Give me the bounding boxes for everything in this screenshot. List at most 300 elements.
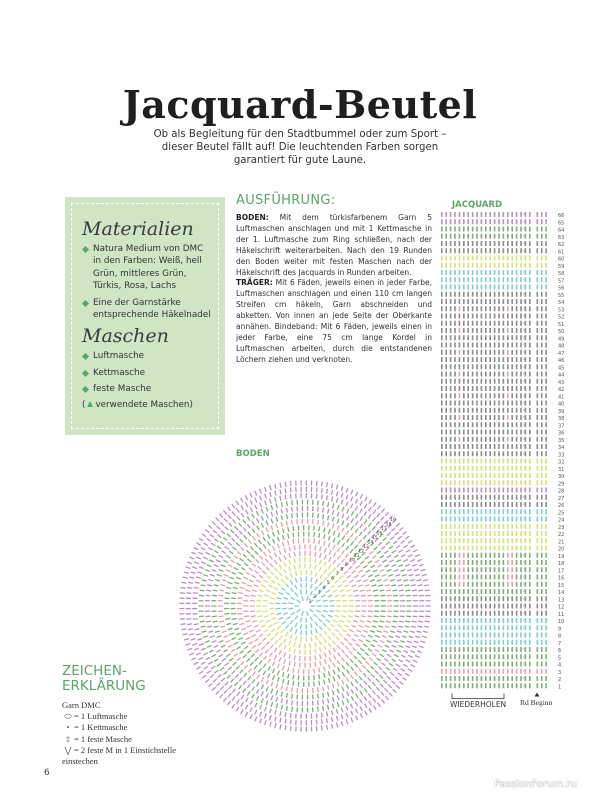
stitch-mark [459,430,461,435]
stitch-mark [520,538,522,543]
round-stitch [338,541,340,545]
stitch-mark [489,538,491,543]
stitch-mark [529,415,531,420]
stitch-mark [503,234,505,239]
stitch-mark [472,285,474,290]
stitch-mark [541,415,543,420]
stitch-mark [516,524,518,529]
stitch-mark [467,676,469,681]
row-number-label: 33 [558,452,565,459]
round-stitch [325,548,326,552]
round-stitch [253,590,257,591]
stitch-mark [450,531,452,536]
round-stitch [361,595,365,596]
row-number-label: 34 [558,445,565,451]
round-stitch [382,700,385,703]
stitch-mark [541,393,543,398]
round-stitch [209,684,212,687]
round-start-symbol: ⁰ [522,242,525,248]
stitch-mark [520,422,522,427]
stitch-mark [467,625,469,630]
stitch-mark [459,270,461,275]
stitch-mark [463,488,465,493]
stitch-mark [498,321,500,326]
round-stitch [365,520,367,523]
round-stitch [422,575,426,576]
stitch-mark [503,676,505,681]
stitch-mark [507,306,509,311]
stitch-mark [485,292,487,297]
stitch-mark [445,335,447,340]
round-stitch [351,504,353,508]
round-start-symbol: ⁰ [522,321,525,328]
round-stitch [231,679,234,682]
stitch-mark [520,502,522,507]
stitch-mark [498,640,500,645]
round-stitch [293,533,294,537]
stitch-mark [541,546,543,551]
round-stitch [258,643,261,646]
stitch-mark [481,219,483,224]
stitch-mark [489,596,491,601]
round-stitch [263,601,267,602]
stitch-mark [498,415,500,420]
stitch-mark [489,422,491,427]
stitch-mark [450,662,452,667]
stitch-mark [520,350,522,355]
stitch-mark [445,676,447,681]
stitch-mark [541,611,543,616]
round-stitch [271,703,272,707]
stitch-mark [489,357,491,362]
stitch-mark [503,459,505,464]
stitch-mark [529,633,531,638]
stitch-mark [529,495,531,500]
round-stitch [240,539,243,542]
stitch-mark [520,292,522,297]
round-stitch [337,689,338,693]
round-start-symbol: ⁰ [522,227,525,234]
stitch-mark [489,625,491,630]
round-stitch [381,517,384,520]
round-stitch [246,621,250,622]
row-number-label: 13 [558,597,565,604]
stitches-list [82,350,212,395]
round-stitch [281,523,282,527]
round-stitch [216,580,220,581]
stitch-mark [489,582,491,587]
stitch-mark [485,459,487,464]
stitch-mark [520,575,522,580]
stitch-mark [541,401,543,406]
stitch-mark [498,524,500,529]
stitch-mark [450,256,452,261]
stitch-mark [520,270,522,275]
stitch-mark [489,444,491,449]
boden-heading: BODEN [236,449,270,459]
round-start-symbol: ⁰ [522,249,525,256]
stitch-mark [529,219,531,224]
round-stitch [282,588,285,590]
stitch-mark [503,466,505,471]
round-stitch [382,636,386,637]
stitch-mark [485,625,487,630]
round-stitch [188,624,192,625]
stitch-mark [494,596,496,601]
round-stitch [259,621,263,622]
stitch-mark [441,560,443,565]
round-stitch [251,616,255,617]
round-stitch [425,621,429,622]
round-stitch [368,595,372,596]
round-stitch [255,710,257,714]
round-stitch [333,504,334,508]
stitch-mark [476,473,478,478]
stitch-mark [516,314,518,319]
round-stitch [369,709,371,712]
round-stitch [244,633,248,635]
round-stitch [279,558,281,562]
round-stitch [252,646,255,649]
stitch-mark [516,531,518,536]
round-stitch [408,541,411,543]
row-number-label: 64 [558,227,565,234]
stitch-mark [541,582,543,587]
stitch-mark [520,408,522,413]
stitch-mark [450,321,452,326]
round-stitch [360,509,362,512]
round-stitch [419,646,423,647]
stitch-mark [472,263,474,268]
round-stitch [355,537,357,540]
round-number-label: 14 [367,540,374,546]
stitch-mark [481,241,483,246]
round-stitch [375,671,378,674]
round-stitch [356,716,358,720]
round-start-symbol: ⁰ [522,372,525,379]
round-start-symbol: ⁰ [522,539,525,546]
round-stitch [221,542,224,544]
stitch-mark [467,582,469,587]
stitch-mark [463,633,465,638]
round-stitch [257,682,259,685]
stitch-mark [485,546,487,551]
stitch-mark [520,488,522,493]
stitch-mark [472,582,474,587]
stitch-mark [507,596,509,601]
round-stitch [385,551,388,553]
round-stitch [295,578,296,582]
round-stitch [383,650,386,652]
stitch-mark [463,212,465,217]
stitch-mark [503,575,505,580]
stitch-mark [472,401,474,406]
round-stitch [281,579,284,582]
round-stitch [314,533,315,537]
round-stitch [266,701,267,705]
stitch-mark [441,285,443,290]
stitch-mark [520,263,522,268]
stitch-mark [467,285,469,290]
stitch-mark [454,538,456,543]
round-stitch [282,608,286,609]
stitch-mark [445,212,447,217]
row-number-label: 63 [558,234,565,241]
stitch-mark [529,408,531,413]
stitch-mark [476,611,478,616]
stitch-mark [537,299,539,304]
stitch-mark [498,379,500,384]
round-stitch [376,679,379,682]
stitch-mark [529,314,531,319]
stitch-mark [489,604,491,609]
stitch-mark [494,676,496,681]
round-stitch [224,698,227,701]
round-start-symbol: ⁰ [522,213,525,219]
stitch-mark [545,372,547,377]
stitch-mark [516,538,518,543]
round-stitch [352,625,356,627]
stitch-mark [498,328,500,333]
instructions-text [236,213,432,366]
round-stitch [218,535,221,538]
round-stitch [311,624,312,628]
round-stitch [300,644,301,648]
round-stitch [392,565,396,567]
stitch-mark [516,669,518,674]
round-stitch [413,550,417,552]
row-number-label: 14 [558,590,565,596]
stitch-mark [445,401,447,406]
round-start-symbol: ⁰ [522,401,525,408]
round-stitch [230,551,233,553]
stitch-mark [476,444,478,449]
stitch-mark [476,502,478,507]
round-stitch [224,519,227,522]
stitch-mark [481,596,483,601]
round-stitch [371,666,374,669]
stitch-mark [498,618,500,623]
stitch-mark [507,480,509,485]
round-stitch [342,528,344,532]
round-stitch [379,542,382,545]
round-stitch [337,703,338,707]
stitch-mark [529,393,531,398]
stitch-mark [516,256,518,261]
round-stitch [233,624,237,625]
stitch-mark [511,596,513,601]
stitch-mark [476,451,478,456]
stitch-mark [454,633,456,638]
round-stitch [338,675,340,679]
round-stitch [335,595,339,596]
round-start-symbol: ⁰ [522,394,525,401]
stitch-mark [537,553,539,558]
round-stitch [251,547,254,550]
stitch-mark [489,299,491,304]
round-stitch [283,529,284,533]
round-stitch [235,628,239,629]
stitch-mark [472,444,474,449]
round-stitch [255,703,257,707]
round-stitch [384,631,388,632]
stitch-mark [503,509,505,514]
stitch-mark [516,350,518,355]
round-stitch [248,650,251,653]
stitch-mark [476,546,478,551]
round-stitch [221,565,225,567]
stitch-mark [450,596,452,601]
stitch-mark [441,640,443,645]
round-stitch [315,552,316,556]
stitches-note: ( verwendete Maschen) [82,399,193,410]
stitch-mark [454,488,456,493]
round-stitch [365,653,368,655]
round-start-symbol: ⁰ [522,350,525,357]
stitch-mark [507,604,509,609]
round-stitch [396,686,399,689]
round-stitch [408,570,412,571]
stitch-mark [454,321,456,326]
stitch-mark [441,314,443,319]
stitch-mark [494,234,496,239]
round-stitch [222,631,226,632]
round-stitch [207,590,211,591]
round-stitch [184,639,188,640]
stitch-mark [498,596,500,601]
stitch-mark [520,285,522,290]
row-number-label: 51 [558,321,565,328]
stitch-mark [529,343,531,348]
round-stitch [336,611,340,612]
stitch-mark [503,277,505,282]
round-stitch [245,544,248,547]
stitch-mark [507,335,509,340]
stitch-mark [481,306,483,311]
stitch-mark [511,256,513,261]
stitch-mark [541,335,543,340]
stitch-mark [489,263,491,268]
round-stitch [368,649,371,651]
round-stitch [364,631,368,633]
stitch-mark [529,575,531,580]
stitch-mark [467,567,469,572]
round-stitch [323,693,324,697]
stitch-mark [520,531,522,536]
stitch-mark [459,372,461,377]
round-stitch [342,694,344,698]
stitch-mark [489,567,491,572]
stitch-mark [467,488,469,493]
stitch-mark [459,292,461,297]
stitch-mark [481,314,483,319]
stitch-mark [507,669,509,674]
round-stitch [360,495,362,499]
round-stitch [275,568,277,571]
round-stitch [347,670,349,673]
stitch-mark [541,459,543,464]
stitch-mark [481,408,483,413]
round-stitch [276,704,277,708]
round-stitch [232,512,234,515]
round-stitch [292,507,293,511]
round-stitch [315,649,316,653]
stitch-mark [454,270,456,275]
stitch-mark [507,538,509,543]
round-stitch [251,555,254,558]
stitch-mark [511,488,513,493]
stitch-mark [476,408,478,413]
stitch-mark [494,669,496,674]
stitch-mark [541,357,543,362]
stitch-mark [516,270,518,275]
round-stitch [181,588,185,589]
round-stitch [342,658,344,661]
stitch-mark [507,676,509,681]
stitch-mark [503,531,505,536]
stitch-mark [450,401,452,406]
round-stitch [359,640,362,642]
round-stitch [259,540,261,543]
stitch-mark [503,241,505,246]
stitch-mark [541,422,543,427]
stitch-mark [476,640,478,645]
stitch-mark [503,343,505,348]
stitch-mark [529,277,531,282]
round-stitch [360,714,362,718]
round-stitch [355,507,357,511]
round-stitch [253,672,255,675]
round-stitch [224,690,227,693]
stitch-mark [450,422,452,427]
round-stitch [246,705,248,708]
stitch-mark [467,531,469,536]
round-stitch [346,662,348,665]
stitch-mark [529,560,531,565]
round-stitch [221,645,225,647]
round-stitch [231,650,234,652]
round-stitch [241,710,243,713]
round-stitch [228,701,230,704]
round-stitch [261,625,265,627]
stitch-mark [507,430,509,435]
round-stitch [239,573,243,575]
stitch-mark [472,393,474,398]
stitch-mark [485,350,487,355]
round-stitch [286,521,287,525]
stitch-mark [441,335,443,340]
stitch-mark [450,212,452,217]
stitch-mark [472,473,474,478]
round-stitch [336,637,339,640]
stitch-mark [459,473,461,478]
round-stitch [320,648,321,652]
round-start-symbol: ⁰ [522,343,525,350]
round-stitch [311,578,312,582]
round-stitch [259,669,261,672]
round-stitch [266,528,268,532]
stitch-mark [454,357,456,362]
stitch-mark [476,314,478,319]
round-stitch [320,567,322,571]
stitch-mark [459,299,461,304]
stitch-mark [537,451,539,456]
round-stitch [409,655,413,657]
stitch-mark [472,248,474,253]
stitch-mark [450,582,452,587]
stitch-mark [445,546,447,551]
stitch-mark [545,509,547,514]
